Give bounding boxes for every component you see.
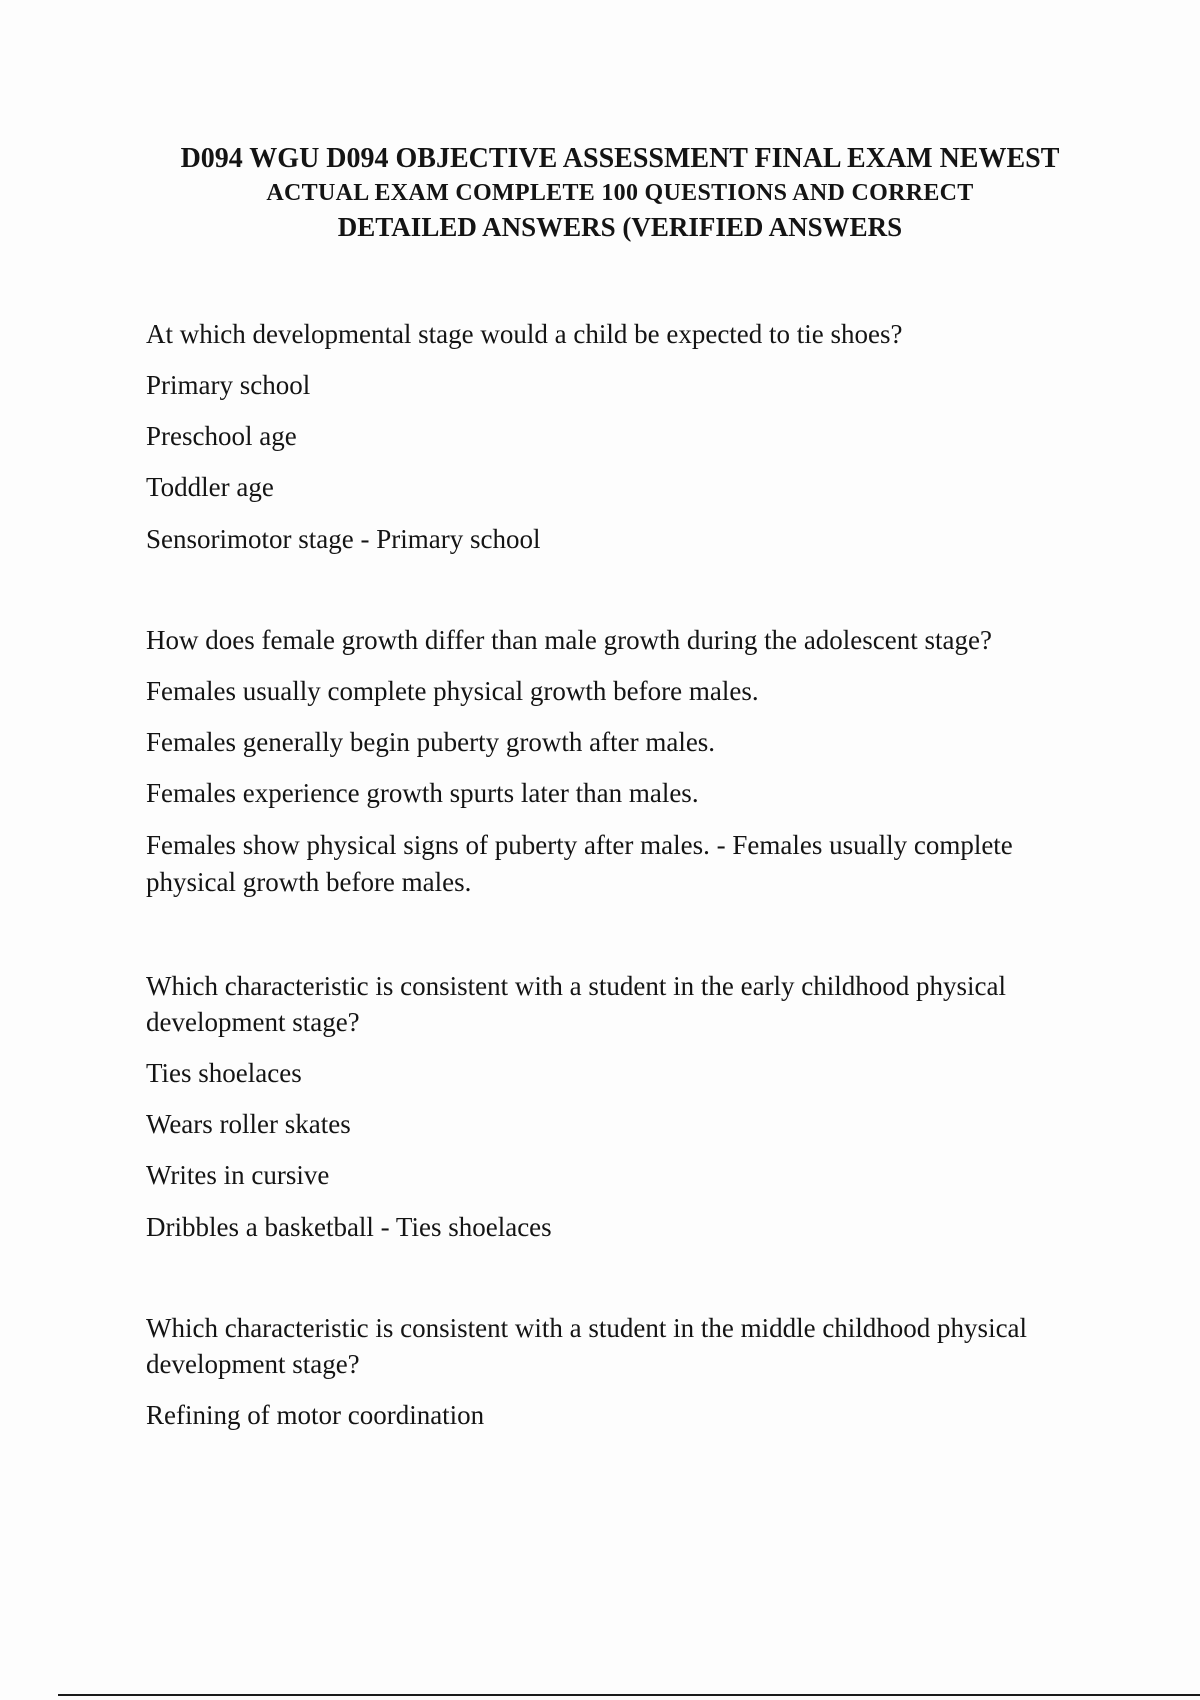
answer-option-with-key: Dribbles a basketball - Ties shoelaces	[146, 1212, 552, 1242]
question-text: How does female growth differ than male growth during the adolescent stage?	[146, 625, 992, 655]
answer-option: Writes in cursive	[146, 1160, 330, 1190]
answer-option: Preschool age	[146, 421, 297, 451]
question-block	[146, 316, 1086, 575]
answer-option: Primary school	[146, 370, 311, 400]
answer-option: Refining of motor coordination	[146, 1400, 485, 1430]
question-block	[146, 1310, 1086, 1449]
question-text: Which characteristic is consistent with a student in the middle childhood physical development stage?	[146, 1313, 1028, 1379]
question-block	[146, 968, 1086, 1263]
title-line-3: DETAILED ANSWERS (VERIFIED ANSWERS	[337, 212, 903, 242]
answer-option-with-key: Females show physical signs of puberty after males. - Females usually complete physical growth before males.	[146, 830, 1013, 897]
question-text: At which developmental stage would a child be expected to tie shoes?	[146, 319, 903, 349]
page-bottom-rule	[58, 1694, 1200, 1696]
answer-option: Wears roller skates	[146, 1109, 351, 1139]
answer-option: Females generally begin puberty growth after males.	[146, 727, 716, 757]
answer-option-with-key: Sensorimotor stage - Primary school	[146, 524, 541, 554]
answer-option: Toddler age	[146, 472, 274, 502]
title-line-2: ACTUAL EXAM COMPLETE 100 QUESTIONS AND CORRECT	[266, 180, 974, 206]
document-title	[140, 142, 1100, 244]
answer-option: Ties shoelaces	[146, 1058, 302, 1088]
question-text: Which characteristic is consistent with a student in the early childhood physical development stage?	[146, 971, 1007, 1037]
answer-option: Females experience growth spurts later than males.	[146, 778, 699, 808]
title-line-1: D094 WGU D094 OBJECTIVE ASSESSMENT FINAL EXAM NEWEST	[180, 143, 1060, 174]
question-block	[146, 622, 1086, 918]
answer-option: Females usually complete physical growth before males.	[146, 676, 759, 706]
